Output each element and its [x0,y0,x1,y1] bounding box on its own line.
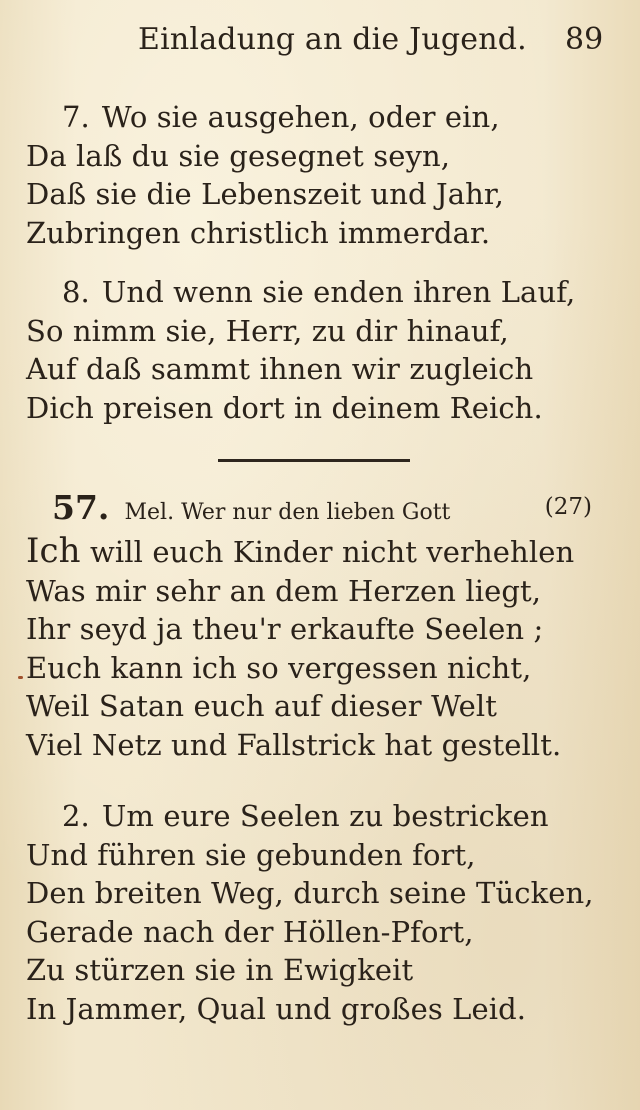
verse-line: Daß sie die Lebenszeit und Jahr, [26,177,505,211]
verse-line: Den breiten Weg, durch seine Tücken, [26,876,594,910]
verse-line [26,98,626,137]
verse-line: Zu stürzen sie in Ewigkeit [26,953,414,987]
verse-line: Auf daß sammt ihnen wir zugleich [26,352,534,386]
verse-line: Zubringen christlich immerdar. [26,215,491,250]
verse-line: Da laß du sie gesegnet seyn, [26,138,451,173]
verse-line: Dich preisen dort in deinem Reich. [26,390,543,425]
verse-line: Weil Satan euch auf dieser Welt [26,689,498,723]
verse-text: Um eure Seelen zu bestricken [101,799,549,833]
verse-text: will euch Kinder nicht verhehlen [90,535,575,569]
hymn-heading [52,488,612,530]
verse-line: Ihr seyd ja theu'r erkaufte Seelen ; [26,612,544,646]
verse-line: In Jammer, Qual und großes Leid. [26,991,527,1026]
verse-line [26,273,626,312]
verse-line: Viel Netz und Fallstrick hat gestellt. [26,727,562,762]
initial-word: Ich [26,531,81,571]
page-number: 89 [565,22,604,57]
verse-line [26,532,626,572]
page-header [0,18,640,68]
stanza-number: 7. [62,100,90,134]
verse-text: Wo sie ausgehen, oder ein, [101,100,500,134]
verse-line [26,797,626,836]
stanza-number: 8. [62,275,90,309]
section-divider [218,459,410,462]
hymn-stanza-1 [26,532,626,764]
running-title: Einladung an die Jugend. [138,22,527,57]
verse-line: Gerade nach der Höllen-Pfort, [26,914,474,949]
verse-line: So nimm sie, Herr, zu dir hinauf, [26,313,509,348]
stanza-8 [26,273,626,427]
ink-speck [18,676,23,679]
stanza-number: 2. [62,799,90,833]
tune-number: (27) [544,494,592,520]
hymn-number: 57. [52,488,110,527]
melody-indication: Mel. Wer nur den lieben Gott [124,500,451,525]
verse-line: Was mir sehr an dem Herzen liegt, [26,573,542,608]
stanza-7 [26,98,626,252]
hymn-stanza-2 [26,797,626,1028]
verse-line: Euch kann ich so vergessen nicht, [26,650,532,685]
verse-text: Und wenn sie enden ihren Lauf, [101,275,576,309]
verse-line: Und führen sie gebunden fort, [26,837,476,872]
